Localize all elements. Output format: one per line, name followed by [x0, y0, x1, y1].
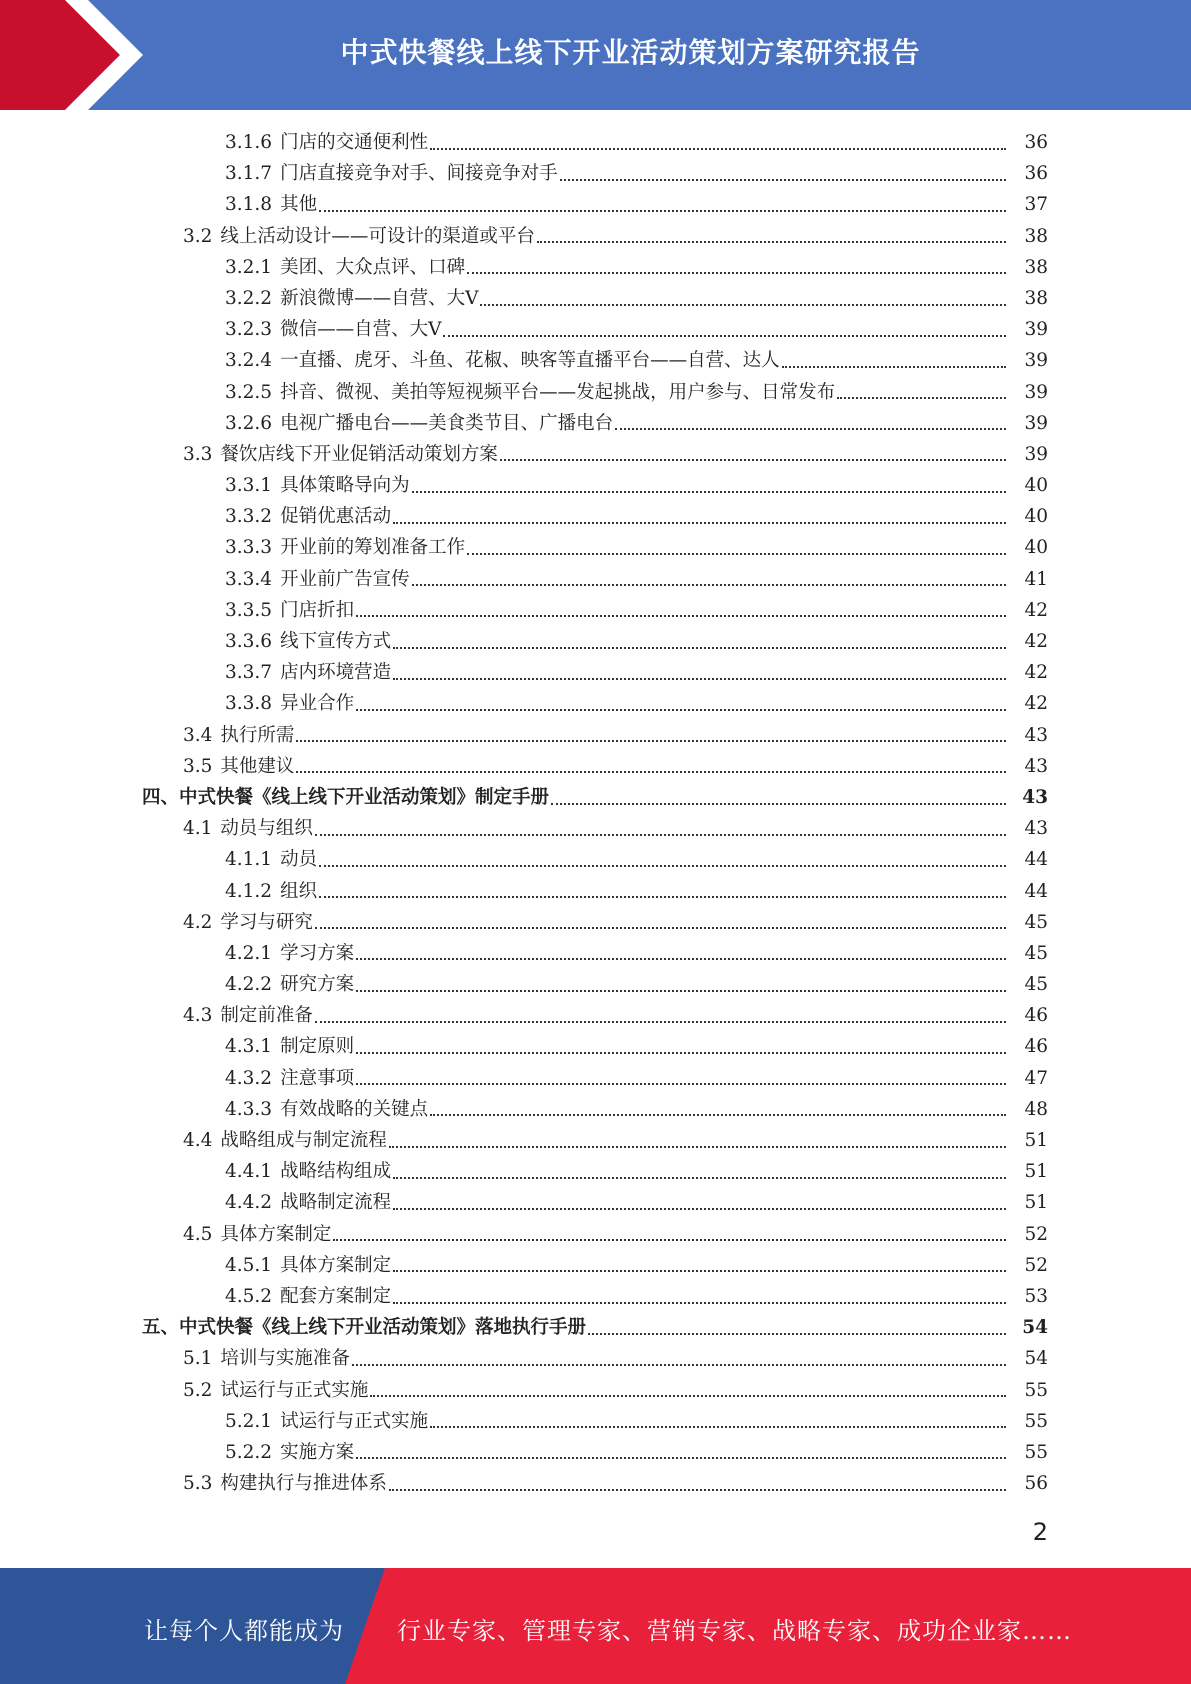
toc-dot-leader — [588, 1333, 1006, 1335]
toc-entry[interactable] — [0, 1312, 1191, 1343]
toc-entry-number: 4.4 — [183, 1130, 213, 1151]
toc-entry-title: 具体方案制定 — [220, 1223, 332, 1245]
toc-entry-number: 3.3.5 — [225, 599, 273, 621]
toc-entry-page: 44 — [1024, 880, 1048, 902]
toc-entry-title: 学习与研究 — [220, 911, 313, 933]
toc-entry-page: 54 — [1024, 1348, 1048, 1370]
toc-entry-title: 一直播、虎牙、斗鱼、花椒、映客等直播平台——自营、达人 — [280, 350, 780, 372]
toc-dot-leader — [500, 459, 1006, 461]
toc-entry[interactable] — [0, 470, 1191, 501]
toc-dot-leader — [430, 1426, 1006, 1428]
toc-dot-leader — [389, 1489, 1006, 1491]
toc-dot-leader — [480, 304, 1006, 306]
toc-entry-title: 具体方案制定 — [280, 1254, 392, 1276]
toc-entry[interactable] — [0, 813, 1191, 844]
toc-entry-title: 动员与组织 — [220, 818, 313, 840]
toc-entry-number: 3.2.6 — [225, 412, 273, 434]
toc-entry-page: 43 — [1024, 818, 1048, 840]
toc-entry-title: 培训与实施准备 — [220, 1348, 350, 1370]
toc-entry-title: 具体策略导向为 — [280, 475, 410, 497]
toc-entry-number: 3.1.6 — [225, 132, 273, 153]
toc-entry-page: 38 — [1024, 256, 1048, 278]
toc-entry[interactable] — [0, 314, 1191, 345]
toc-entry-number: 3.3.8 — [225, 693, 273, 715]
toc-entry[interactable] — [0, 1187, 1191, 1218]
toc-entry-title: 研究方案 — [280, 974, 355, 996]
toc-entry-page: 45 — [1024, 911, 1048, 933]
toc-entry[interactable] — [0, 969, 1191, 1000]
toc-entry[interactable] — [0, 501, 1191, 532]
toc-entry-page: 47 — [1024, 1067, 1048, 1089]
toc-entry-number: 4.4.2 — [225, 1192, 273, 1214]
toc-entry-title: 学习方案 — [280, 942, 355, 964]
toc-dot-leader — [356, 958, 1006, 960]
toc-entry-title: 试运行与正式实施 — [220, 1379, 369, 1401]
toc-entry-page: 39 — [1024, 443, 1048, 465]
toc-entry-number: 4.3 — [183, 1005, 213, 1027]
toc-entry-number: 3.1.7 — [225, 163, 273, 185]
toc-entry-page: 45 — [1024, 974, 1048, 996]
toc-entry-number: 4.3.2 — [225, 1067, 273, 1089]
toc-entry[interactable] — [0, 1000, 1191, 1031]
toc-entry-number: 3.2.4 — [225, 350, 273, 372]
toc-entry-title: 试运行与正式实施 — [280, 1410, 429, 1432]
toc-dot-leader — [467, 272, 1006, 274]
toc-entry[interactable] — [0, 252, 1191, 283]
toc-entry-number: 5.2.1 — [225, 1410, 273, 1432]
toc-entry[interactable] — [0, 1343, 1191, 1374]
toc-dot-leader — [356, 709, 1006, 711]
toc-entry-page: 39 — [1024, 319, 1048, 341]
toc-entry-page: 39 — [1024, 412, 1048, 434]
toc-dot-leader — [782, 366, 1006, 368]
toc-entry[interactable] — [0, 782, 1191, 813]
toc-entry-page: 55 — [1024, 1441, 1048, 1463]
toc-dot-leader — [356, 990, 1006, 992]
page-footer — [0, 1568, 1191, 1684]
toc-entry-number: 4.2.2 — [225, 974, 273, 996]
toc-entry-page: 39 — [1024, 350, 1048, 372]
toc-entry-title: 其他 — [280, 194, 318, 216]
toc-entry-number: 4.1 — [183, 818, 213, 840]
toc-dot-leader — [333, 1239, 1006, 1241]
toc-entry-page: 51 — [1024, 1130, 1048, 1151]
toc-dot-leader — [296, 771, 1006, 773]
toc-entry-number: 3.2.3 — [225, 319, 273, 341]
toc-entry[interactable] — [0, 189, 1191, 220]
toc-entry-number: 4.2.1 — [225, 942, 273, 964]
toc-entry-page: 36 — [1024, 163, 1048, 185]
table-of-contents — [0, 127, 1191, 1499]
toc-entry-page: 42 — [1024, 631, 1048, 652]
toc-entry-page: 42 — [1024, 599, 1048, 621]
toc-entry-page: 46 — [1024, 1036, 1048, 1058]
toc-entry-title: 四、中式快餐《线上线下开业活动策划》制定手册 — [142, 786, 550, 808]
page-header — [0, 0, 1191, 110]
toc-entry-title: 注意事项 — [280, 1067, 355, 1089]
toc-entry-number: 4.1.2 — [225, 880, 273, 902]
toc-entry[interactable] — [0, 876, 1191, 907]
toc-entry[interactable] — [0, 439, 1191, 470]
toc-entry-title: 其他建议 — [220, 755, 295, 777]
toc-entry[interactable] — [0, 1125, 1191, 1156]
toc-entry-page: 39 — [1024, 381, 1048, 403]
toc-entry-title: 开业前的筹划准备工作 — [280, 537, 466, 559]
toc-entry-title: 组织 — [280, 880, 318, 902]
toc-entry-title: 制定前准备 — [220, 1005, 313, 1027]
toc-entry[interactable] — [0, 1156, 1191, 1187]
toc-entry-page: 43 — [1024, 755, 1048, 777]
toc-entry-title: 门店直接竞争对手、间接竞争对手 — [280, 163, 558, 185]
toc-entry[interactable] — [0, 657, 1191, 688]
toc-entry[interactable] — [0, 408, 1191, 439]
toc-entry[interactable] — [0, 844, 1191, 875]
toc-entry-page: 40 — [1024, 475, 1048, 497]
toc-entry-title: 开业前广告宣传 — [280, 568, 410, 590]
toc-entry-title: 店内环境营造 — [280, 662, 392, 684]
toc-entry-title: 美团、大众点评、口碑 — [280, 256, 466, 278]
toc-entry-number: 4.2 — [183, 911, 213, 933]
toc-entry[interactable] — [0, 158, 1191, 189]
toc-dot-leader — [393, 522, 1006, 524]
toc-entry[interactable] — [0, 564, 1191, 595]
toc-entry-title: 线下宣传方式 — [280, 631, 392, 652]
toc-entry-number: 3.2.1 — [225, 256, 273, 278]
toc-entry[interactable] — [0, 221, 1191, 252]
toc-dot-leader — [356, 615, 1006, 617]
toc-entry-page: 54 — [1022, 1317, 1048, 1339]
toc-dot-leader — [296, 740, 1006, 742]
toc-dot-leader — [430, 148, 1006, 150]
toc-entry-page: 53 — [1024, 1285, 1048, 1307]
toc-dot-leader — [315, 1021, 1006, 1023]
toc-entry-title: 实施方案 — [280, 1441, 355, 1463]
toc-dot-leader — [356, 1052, 1006, 1054]
toc-entry-number: 3.3.2 — [225, 506, 273, 528]
toc-entry-title: 门店折扣 — [280, 599, 355, 621]
toc-entry-number: 5.3 — [183, 1473, 213, 1495]
toc-entry-page: 48 — [1024, 1098, 1048, 1120]
toc-entry-number: 4.5.1 — [225, 1254, 273, 1276]
toc-entry[interactable] — [0, 345, 1191, 376]
toc-dot-leader — [412, 491, 1006, 493]
document-title: 中式快餐线上线下开业活动策划方案研究报告 — [340, 36, 921, 69]
toc-dot-leader — [560, 179, 1006, 181]
toc-entry-page: 41 — [1024, 568, 1048, 590]
toc-dot-leader — [467, 553, 1006, 555]
toc-entry-number: 4.4.1 — [225, 1161, 273, 1183]
toc-entry[interactable] — [0, 377, 1191, 408]
toc-dot-leader — [393, 1270, 1006, 1272]
toc-entry[interactable] — [0, 1468, 1191, 1499]
toc-dot-leader — [315, 834, 1006, 836]
toc-entry-page: 42 — [1024, 693, 1048, 715]
toc-entry-title: 战略结构组成 — [280, 1161, 392, 1183]
toc-entry-page: 52 — [1024, 1223, 1048, 1245]
toc-entry-page: 42 — [1024, 662, 1048, 684]
toc-dot-leader — [393, 1177, 1006, 1179]
toc-dot-leader — [319, 896, 1006, 898]
toc-entry[interactable] — [0, 283, 1191, 314]
toc-entry-title: 微信——自营、大V — [280, 319, 442, 341]
toc-entry-number: 3.4 — [183, 724, 213, 746]
toc-entry-page: 43 — [1022, 786, 1048, 808]
toc-entry-number: 3.3.4 — [225, 568, 273, 590]
toc-entry-title: 构建执行与推进体系 — [220, 1473, 387, 1495]
toc-entry-number: 3.2.2 — [225, 287, 273, 309]
toc-dot-leader — [430, 1114, 1006, 1116]
toc-entry-title: 新浪微博——自营、大V — [280, 287, 479, 309]
toc-dot-leader — [537, 241, 1006, 243]
toc-entry-number: 3.1.8 — [225, 194, 273, 216]
toc-entry-number: 3.5 — [183, 755, 213, 777]
toc-entry[interactable] — [0, 1094, 1191, 1125]
toc-dot-leader — [370, 1395, 1006, 1397]
toc-entry[interactable] — [0, 1063, 1191, 1094]
toc-entry-title: 线上活动设计——可设计的渠道或平台 — [220, 225, 535, 247]
toc-entry-page: 38 — [1024, 225, 1048, 247]
toc-dot-leader — [837, 397, 1006, 399]
toc-entry-title: 战略制定流程 — [280, 1192, 392, 1214]
toc-entry-title: 制定原则 — [280, 1036, 355, 1058]
toc-entry-title: 门店的交通便利性 — [280, 132, 429, 153]
toc-entry-number: 3.3.6 — [225, 631, 273, 652]
toc-entry-page: 46 — [1024, 1005, 1048, 1027]
toc-entry-number: 5.1 — [183, 1348, 213, 1370]
toc-dot-leader — [319, 210, 1006, 212]
toc-entry[interactable] — [0, 595, 1191, 626]
toc-entry-title: 执行所需 — [220, 724, 295, 746]
toc-entry[interactable] — [0, 1219, 1191, 1250]
toc-entry-page: 37 — [1024, 194, 1048, 216]
toc-entry-number: 5.2.2 — [225, 1441, 273, 1463]
toc-entry[interactable] — [0, 127, 1191, 158]
footer-slogan-right: 行业专家、管理专家、营销专家、战略专家、成功企业家…… — [397, 1617, 1072, 1645]
toc-entry-number: 4.5.2 — [225, 1285, 273, 1307]
toc-dot-leader — [319, 865, 1006, 867]
toc-dot-leader — [615, 428, 1006, 430]
toc-entry[interactable] — [0, 626, 1191, 657]
toc-entry[interactable] — [0, 1281, 1191, 1312]
page-number: 2 — [1032, 1518, 1048, 1546]
toc-entry[interactable] — [0, 938, 1191, 969]
toc-entry-title: 战略组成与制定流程 — [220, 1130, 387, 1151]
toc-entry-title: 有效战略的关键点 — [280, 1098, 429, 1120]
toc-entry-number: 4.3.1 — [225, 1036, 273, 1058]
toc-entry-title: 餐饮店线下开业促销活动策划方案 — [220, 443, 498, 465]
toc-dot-leader — [356, 1083, 1006, 1085]
toc-dot-leader — [393, 1302, 1006, 1304]
toc-entry[interactable] — [0, 751, 1191, 782]
toc-entry-page: 44 — [1024, 849, 1048, 871]
toc-entry-page: 40 — [1024, 537, 1048, 559]
toc-dot-leader — [393, 1208, 1006, 1210]
toc-entry[interactable] — [0, 720, 1191, 751]
toc-entry-number: 3.3.7 — [225, 662, 273, 684]
toc-entry-title: 五、中式快餐《线上线下开业活动策划》落地执行手册 — [142, 1317, 587, 1339]
toc-entry-number: 4.3.3 — [225, 1098, 273, 1120]
toc-dot-leader — [315, 927, 1006, 929]
toc-entry-page: 38 — [1024, 287, 1048, 309]
toc-entry-page: 55 — [1024, 1379, 1048, 1401]
toc-entry[interactable] — [0, 688, 1191, 719]
toc-entry-page: 52 — [1024, 1254, 1048, 1276]
toc-entry-number: 5.2 — [183, 1379, 213, 1401]
toc-entry-title: 配套方案制定 — [280, 1285, 392, 1307]
toc-dot-leader — [443, 335, 1006, 337]
toc-entry-page: 36 — [1024, 132, 1048, 153]
toc-entry-number: 3.2 — [183, 225, 213, 247]
toc-entry-number: 4.1.1 — [225, 849, 273, 871]
toc-entry[interactable] — [0, 1406, 1191, 1437]
toc-entry[interactable] — [0, 1375, 1191, 1406]
toc-entry[interactable] — [0, 1031, 1191, 1062]
toc-entry-title: 动员 — [280, 849, 318, 871]
toc-entry-page: 51 — [1024, 1192, 1048, 1214]
toc-entry[interactable] — [0, 1437, 1191, 1468]
toc-dot-leader — [551, 803, 1006, 805]
toc-entry-title: 促销优惠活动 — [280, 506, 392, 528]
toc-entry-title: 电视广播电台——美食类节目、广播电台 — [280, 412, 614, 434]
toc-entry[interactable] — [0, 1250, 1191, 1281]
toc-dot-leader — [412, 584, 1006, 586]
toc-dot-leader — [393, 647, 1006, 649]
toc-dot-leader — [393, 678, 1006, 680]
toc-entry-title: 抖音、微视、美拍等短视频平台——发起挑战，用户参与、日常发布 — [280, 381, 836, 403]
toc-entry-page: 56 — [1024, 1473, 1048, 1495]
footer-slogan-left: 让每个人都能成为 — [144, 1617, 344, 1645]
toc-entry[interactable] — [0, 532, 1191, 563]
toc-entry-number: 3.3 — [183, 443, 213, 465]
toc-entry-page: 43 — [1024, 724, 1048, 746]
toc-entry-title: 异业合作 — [280, 693, 355, 715]
toc-entry[interactable] — [0, 907, 1191, 938]
toc-entry-number: 4.5 — [183, 1223, 213, 1245]
toc-entry-number: 3.2.5 — [225, 381, 273, 403]
toc-entry-page: 40 — [1024, 506, 1048, 528]
toc-entry-number: 3.3.3 — [225, 537, 273, 559]
toc-entry-number: 3.3.1 — [225, 475, 273, 497]
toc-dot-leader — [389, 1146, 1006, 1148]
toc-dot-leader — [352, 1364, 1006, 1366]
toc-dot-leader — [356, 1457, 1006, 1459]
toc-entry-page: 55 — [1024, 1410, 1048, 1432]
toc-entry-page: 51 — [1024, 1161, 1048, 1183]
toc-entry-page: 45 — [1024, 942, 1048, 964]
